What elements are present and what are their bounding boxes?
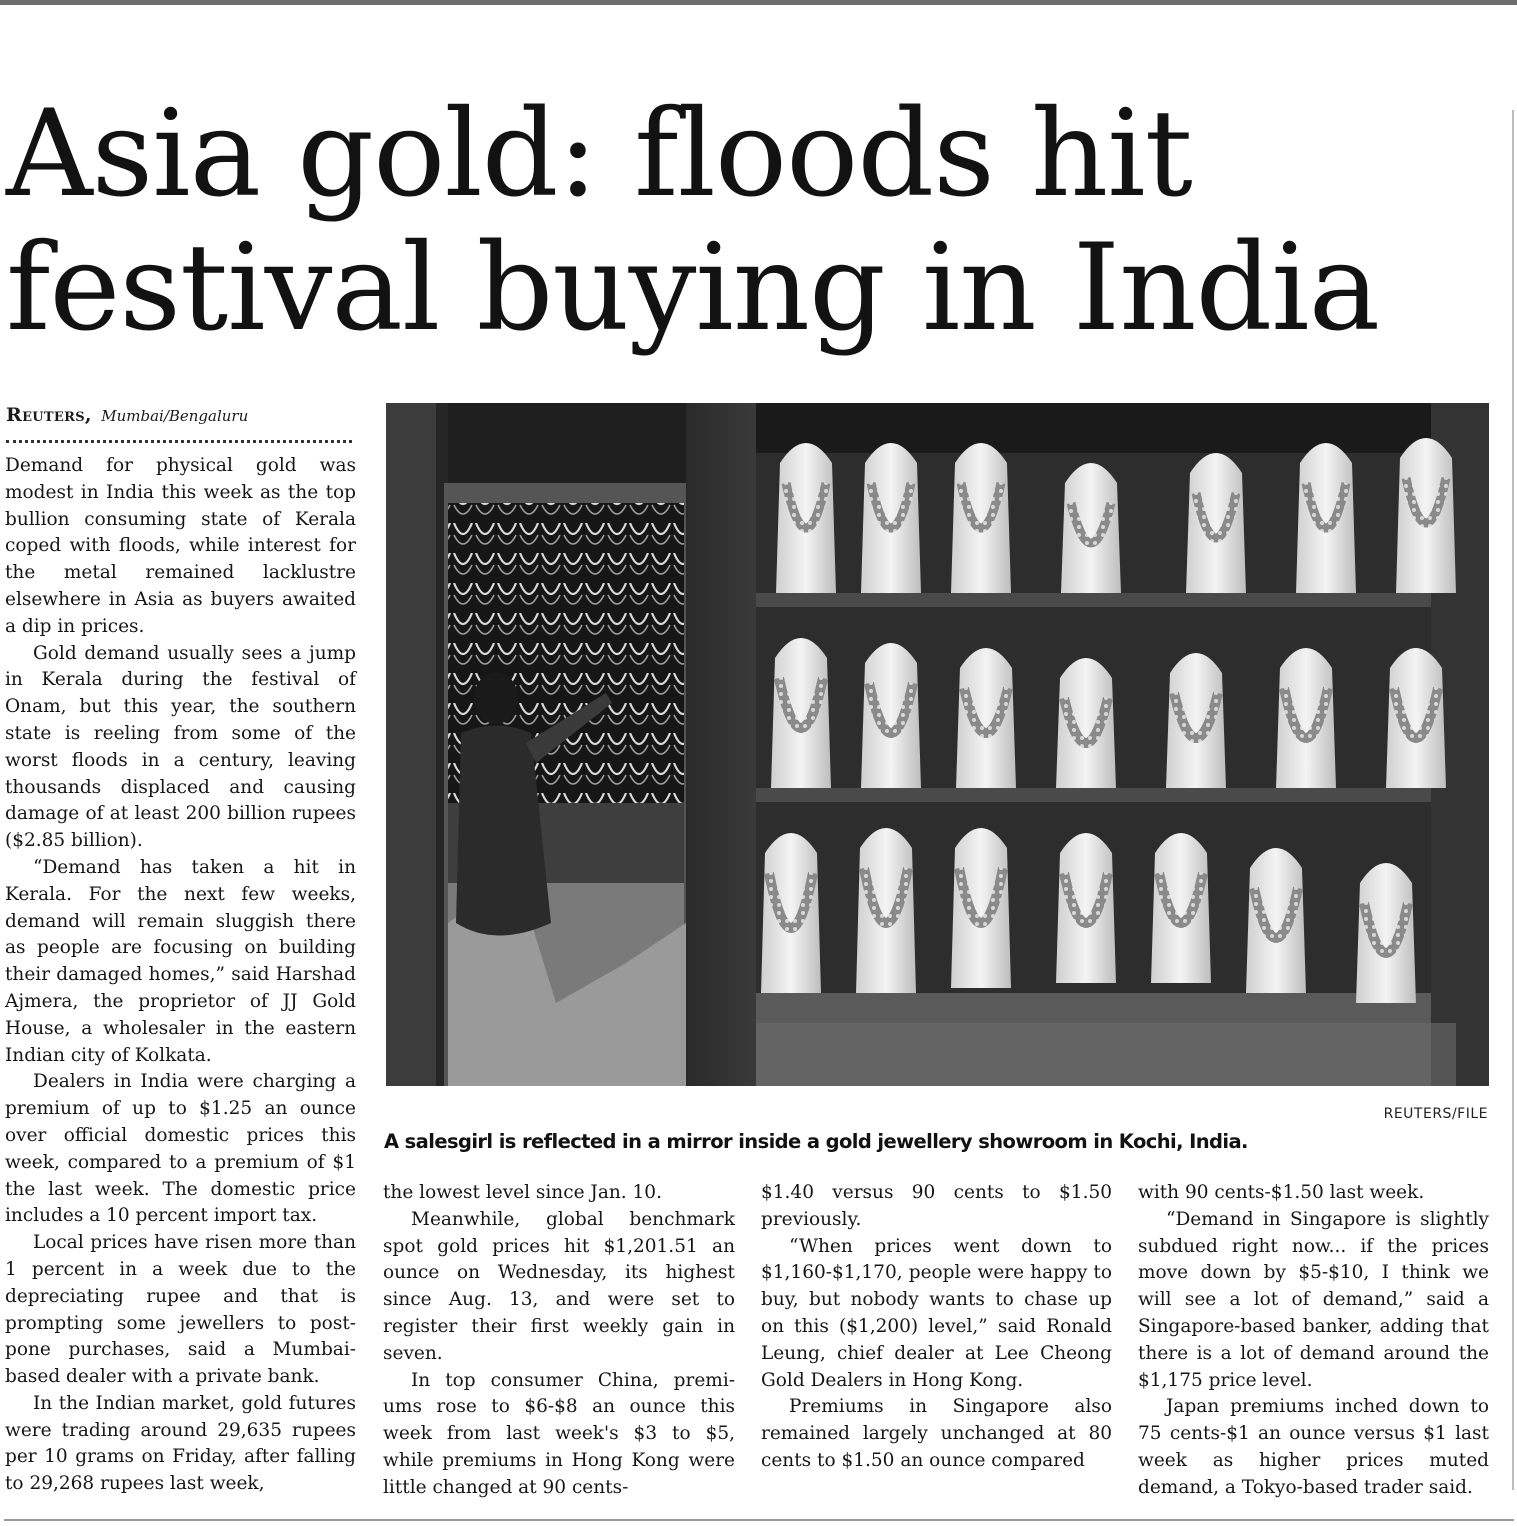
paragraph: $1.40 versus 90 cents to $1.50 previously. xyxy=(761,1182,1112,1230)
byline-dotted-rule xyxy=(6,440,352,443)
article-column-1 xyxy=(5,453,356,1498)
article-column-2 xyxy=(383,1180,735,1502)
paragraph: Demand for physical gold was modest in India this week as the top bullion consuming state of Kerala coped with floods, while interest for the metal remained lacklustre elsewhere in Asia as buyers awaited a dip in prices. xyxy=(5,455,356,637)
paragraph: In the Indian market, gold futures were trading around 29,635 rupees per 10 grams on Friday, after falling to 29,268 rupees last week, xyxy=(5,1392,356,1495)
paragraph: the lowest level since Jan. 10. xyxy=(383,1182,662,1203)
paragraph: In top consumer China, premi-ums rose to $6-$8 an ounce this week from last week's $3 to $5, while premiums in Hong Kong were little changed at 90 cents- xyxy=(383,1369,735,1498)
bottom-rule xyxy=(4,1519,1514,1521)
paragraph: Meanwhile, global benchmark spot gold prices hit $1,201.51 an ounce on Wednesday, its highest since Aug. 13, and were set to register their first weekly gain in seven. xyxy=(383,1208,735,1364)
paragraph: Gold demand usually sees a jump in Kerala during the festival of Onam, but this year, the southern state is reeling from some of the worst floods in a century, leaving thousands displaced and causing damage of at least 200 billion rupees ($2.85 billion). xyxy=(5,642,356,852)
jewellery-showroom-photo xyxy=(386,403,1489,1086)
headline xyxy=(6,85,1506,358)
photo-caption: A salesgirl is reflected in a mirror inside a gold jewellery showroom in Kochi, India. xyxy=(384,1130,1248,1153)
headline-line-1: Asia gold: floods hit xyxy=(6,85,1192,224)
byline xyxy=(6,404,248,426)
paragraph: Premiums in Singapore also remained largely unchanged at 80 cents to $1.50 an ounce compared xyxy=(761,1396,1112,1471)
column-rule xyxy=(1512,110,1514,1490)
paragraph: “Demand has taken a hit in Kerala. For the next few weeks, demand will remain sluggish there as people are focusing on building their damaged homes,” said Harshad Ajmera, the proprietor of JJ Gold House, a wholesaler in the eastern Indian city of Kolkata. xyxy=(5,856,356,1066)
paragraph: “When prices went down to $1,160-$1,170, people were happy to buy, but nobody wants to chase up on this ($1,200) level,” said Ronald Leung, chief dealer at Lee Cheong Gold Dealers in Hong Kong. xyxy=(761,1235,1112,1391)
paragraph: Local prices have risen more than 1 percent in a week due to the depreciating rupee and that is prompting some jewellers to post-pone purchases, said a Mumbai-based dealer with a private bank. xyxy=(5,1232,356,1388)
photo-illustration xyxy=(386,403,1489,1086)
article-column-4 xyxy=(1138,1180,1489,1502)
paragraph: Japan premiums inched down to 75 cents-$1 an ounce versus $1 last week as higher prices muted demand, a Tokyo-based trader said. xyxy=(1138,1396,1489,1498)
paragraph: with 90 cents-$1.50 last week. xyxy=(1138,1182,1425,1203)
byline-location: Mumbai/Bengaluru xyxy=(101,407,249,425)
top-rule xyxy=(0,0,1517,5)
paragraph: Dealers in India were charging a premium of up to $1.25 an ounce over official domestic prices this week, compared to a premium of $1 the last week. The domestic price includes a 10 percent import tax. xyxy=(5,1071,356,1227)
byline-agency: Reuters, xyxy=(6,404,92,426)
paragraph: “Demand in Singapore is slightly subdued right now... if the prices move down by $5-$10, I think we will see a lot of demand,” said a Singapore-based banker, adding that there is a lot of demand around the $1,175 price level. xyxy=(1138,1208,1489,1391)
headline-line-2: festival buying in India xyxy=(6,219,1380,358)
photo-credit: REUTERS/FILE xyxy=(1383,1106,1488,1122)
article-column-3 xyxy=(761,1180,1112,1475)
